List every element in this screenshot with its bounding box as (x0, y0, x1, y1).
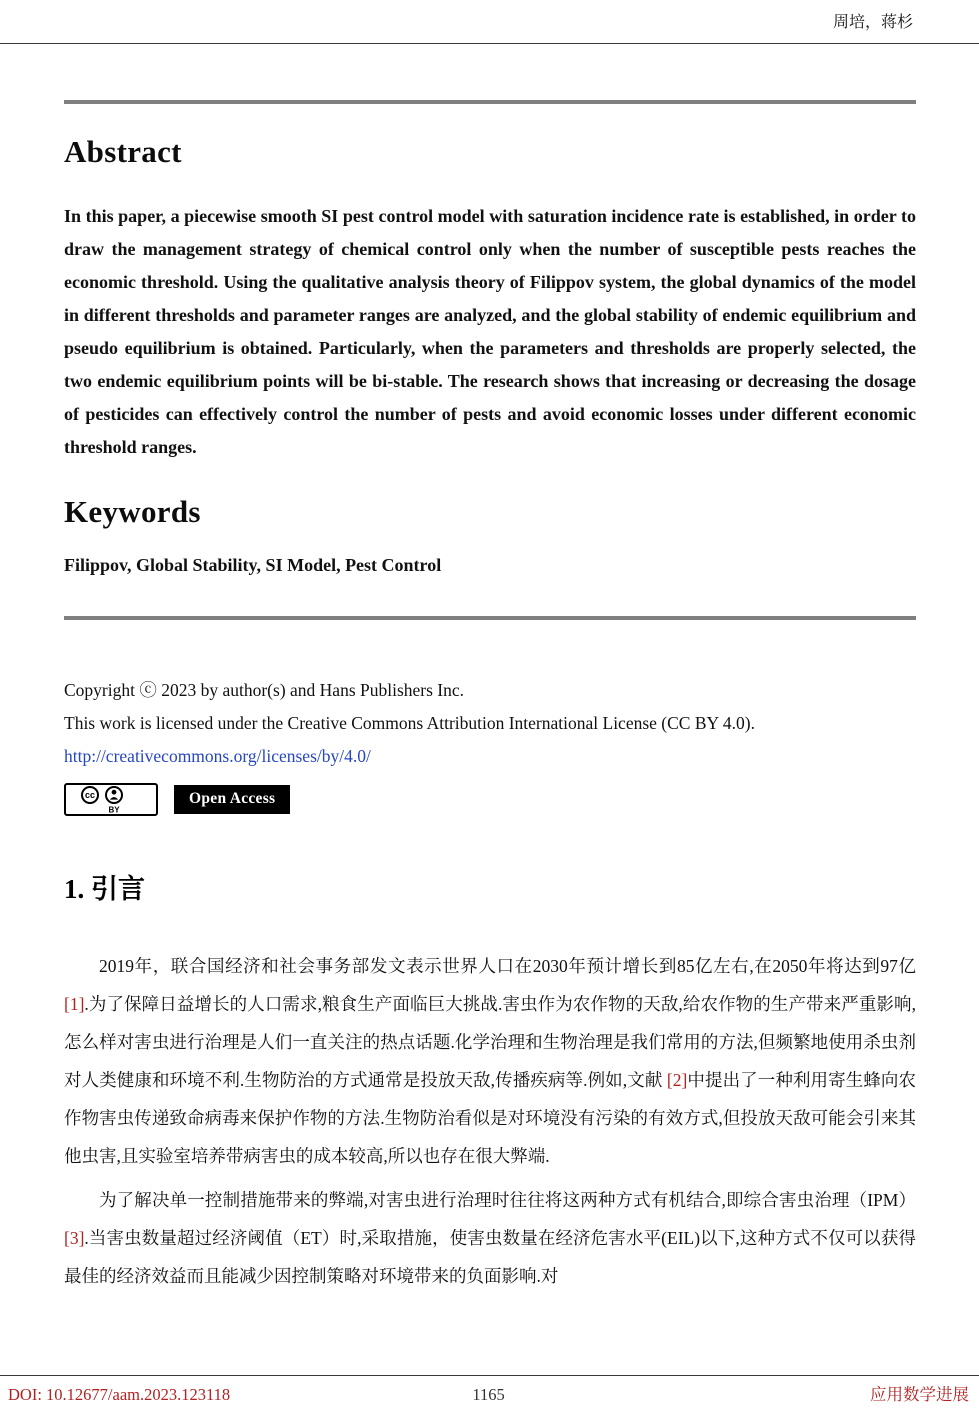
copyright-line: Copyright ⓒ 2023 by author(s) and Hans Publishers Inc. (64, 680, 465, 701)
svg-text:cc: cc (84, 790, 96, 801)
abstract-heading: Abstract (64, 134, 182, 169)
license-block (64, 674, 916, 773)
journal-name: 应用数学进展 (870, 1385, 970, 1404)
paragraph-text: 中提出了一种利用寄生蜂向农作物害虫传递致命病毒来保护作物的方法.生物防治看似是对环境没有污染的有效方式,但投放天敌可能会引来其他虫害,且实验室培养带病害虫的成本较高,所以也存在很大弊端. (64, 1070, 916, 1167)
badges-row (64, 783, 916, 816)
citation-ref-1[interactable]: [1] (64, 994, 85, 1015)
license-url-link[interactable]: http://creativecommons.org/licenses/by/4.0/ (64, 746, 371, 767)
footer-row (0, 1376, 979, 1414)
open-access-badge: Open Access (174, 785, 290, 814)
divider-thick-bottom (64, 616, 916, 620)
running-head-authors: 周培，蒋杉 (832, 14, 913, 31)
license-statement: This work is licensed under the Creative Commons Attribution International License (CC BY 4.0). (64, 713, 755, 734)
citation-ref-3[interactable]: [3] (64, 1228, 85, 1249)
abstract-body: In this paper, a piecewise smooth SI pest control model with saturation incidence rate is established, in order to draw the management strategy of chemical control only when the number of susceptible pests reaches the economic threshold. Using the qualitative analysis theory of Filippov system, the global dynamics of the model in different thresholds and parameter ranges are analyzed, and the global stability of endemic equilibrium and pseudo equilibrium is obtained. Particularly, when the parameters and thresholds are properly selected, the two endemic equilibrium points will be bi-stable. The research shows that increasing or decreasing the dosage of pesticides can effectively control the number of pests and avoid economic losses under different economic threshold ranges. (64, 205, 916, 457)
citation-ref-2[interactable]: [2] (666, 1070, 688, 1091)
keywords-heading: Keywords (64, 493, 201, 529)
running-head-divider (0, 43, 979, 44)
paragraph-text: .为了保障日益增长的人口需求,粮食生产面临巨大挑战.害虫作为农作物的天敌,给农作物的生产带来严重影响,怎么样对害虫进行治理是人们一直关注的热点话题.化学治理和生物治理是我们常用的方法,但频繁地使用杀虫剂对人类健康和环境不利.生物防治的方式通常是投放天敌,传播疾病等.例如,文献 (64, 994, 916, 1091)
intro-paragraph-2 (64, 1181, 916, 1295)
paragraph-text: .当害虫数量超过经济阈值（ET）时,采取措施，使害虫数量在经济危害水平(EIL)以下,这种方式不仅可以获得最佳的经济效益而且能减少因控制策略对环境带来的负面影响.对 (64, 1228, 916, 1287)
paragraph-text: 为了解决单一控制措施带来的弊端,对害虫进行治理时往往将这两种方式有机结合,即综合害虫治理（IPM） (99, 1190, 916, 1211)
cc-by-badge-icon[interactable] (64, 783, 158, 816)
doi-link[interactable]: DOI: 10.12677/aam.2023.123118 (8, 1385, 231, 1404)
page-footer (0, 1375, 979, 1414)
svg-text:BY: BY (108, 805, 120, 815)
keywords-body: Filippov, Global Stability, SI Model, Pest Control (64, 555, 442, 576)
divider-thick-top (64, 100, 916, 104)
section-1-heading: 1. 引言 (64, 874, 145, 905)
page-number: 1165 (472, 1385, 505, 1404)
paragraph-text: 2019年，联合国经济和社会事务部发文表示世界人口在2030年预计增长到85亿左右,在2050年将达到97亿 (99, 956, 916, 977)
intro-paragraph-1 (64, 947, 916, 1175)
content-area (0, 100, 979, 1295)
